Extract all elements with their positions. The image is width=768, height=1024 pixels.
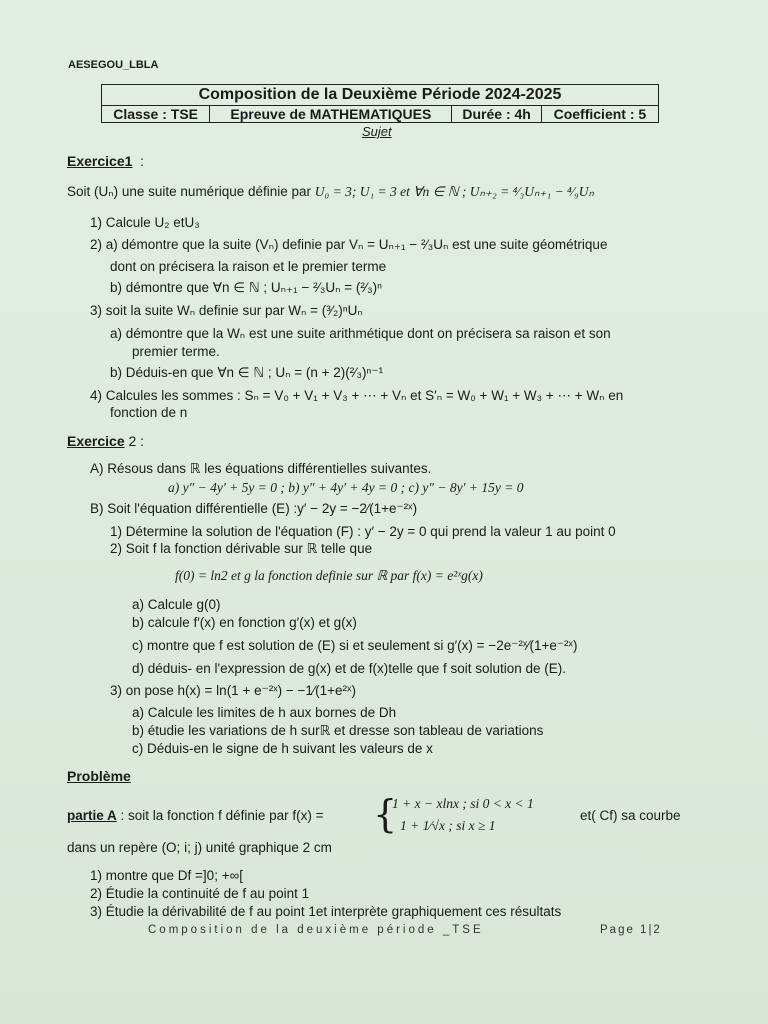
- ex1-q2a: 2) a) démontre que la suite (Vₙ) definie par Vₙ = Uₙ₊₁ − ²⁄₃Uₙ est une suite géométrique: [90, 237, 608, 252]
- partA-label: partie A: [67, 808, 117, 823]
- ex2-B2b: b) calcule f′(x) en fonction g′(x) et g(x): [132, 615, 357, 630]
- ex2-B3b: b) étudie les variations de h surℝ et dresse son tableau de variations: [132, 723, 544, 738]
- exercise2-heading: [67, 433, 144, 449]
- ex2-A-equations: a) y″ − 4y′ + 5y = 0 ; b) y″ + 4y′ + 4y = 0 ; c) y″ − 8y′ + 15y = 0: [168, 480, 524, 495]
- piecewise-case-1: 1 + x − xlnx ; si 0 < x < 1: [392, 796, 534, 811]
- ex1-q4: 4) Calcules les sommes : Sₙ = V₀ + V₁ + V₃ + ⋯ + Vₙ et S′ₙ = W₀ + W₁ + W₃ + ⋯ + Wₙ en: [90, 388, 624, 403]
- coefficient-cell: Coefficient : 5: [541, 106, 658, 123]
- ex2-B2d: d) déduis- en l'expression de g(x) et de f(x)telle que f soit solution de (E).: [132, 661, 567, 676]
- subject-label: Sujet: [362, 124, 392, 139]
- ex2-B2: 2) Soit f la fonction dérivable sur ℝ telle que: [110, 541, 373, 556]
- piecewise-brace: {: [373, 792, 398, 836]
- exercise1-colon: :: [140, 153, 144, 169]
- ex1-intro-math: U₀ = 3; U₁ = 3 et ∀n ∈ ℕ ; Uₙ₊₂ = ⁴⁄₃Uₙ₊₁ − ⁴⁄₉Uₙ: [314, 184, 594, 199]
- ex2-B1: 1) Détermine la solution de l'équation (F) : y′ − 2y = 0 qui prend la valeur 1 au point 0: [110, 524, 616, 539]
- problem-title: Problème: [67, 768, 131, 784]
- ex1-q3a: a) démontre que la Wₙ est une suite arithmétique dont on précisera sa raison et son: [110, 326, 611, 341]
- piecewise-case-2: 1 + 1⁄√x ; si x ≥ 1: [400, 818, 496, 833]
- exam-title: Composition de la Deuxième Période 2024-2025: [102, 85, 659, 106]
- exercise2-number: 2 :: [124, 433, 145, 449]
- exercise1-title: Exercice1: [67, 153, 133, 169]
- ex2-B2a: a) Calcule g(0): [132, 597, 221, 612]
- prob-q1: 1) montre que Df =]0; +∞[: [90, 868, 243, 883]
- partA-line: [67, 808, 324, 823]
- ex2-B3: 3) on pose h(x) = ln(1 + e⁻²ˣ) − −1⁄(1+e²ˣ): [110, 683, 356, 698]
- ex2-A: A) Résous dans ℝ les équations différentielles suivantes.: [90, 461, 432, 476]
- ex1-q3b: b) Déduis-en que ∀n ∈ ℕ ; Uₙ = (n + 2)(²⁄₃)ⁿ⁻¹: [110, 365, 384, 380]
- ex1-intro-text: Soit (Uₙ) une suite numérique définie par: [67, 184, 312, 199]
- repere-line: dans un repère (O; i; j) unité graphique 2 cm: [67, 840, 332, 855]
- ex1-q1: 1) Calcule U₂ etU₃: [90, 215, 200, 230]
- prob-q3: 3) Étudie la dérivabilité de f au point 1et interprète graphiquement ces résultats: [90, 904, 562, 919]
- ex2-B2-definition: f(0) = ln2 et g la fonction definie sur ℝ par f(x) = e²ˣg(x): [175, 568, 483, 583]
- ex2-B3c: c) Déduis-en le signe de h suivant les valeurs de x: [132, 741, 433, 756]
- ex2-B3a: a) Calcule les limites de h aux bornes de Dh: [132, 705, 397, 720]
- exercise2-title: Exercice: [67, 433, 125, 449]
- subject-cell: Epreuve de MATHEMATIQUES: [210, 106, 452, 123]
- footer-text: Composition de la deuxième période _TSE: [148, 924, 484, 936]
- duration-cell: Durée : 4h: [452, 106, 541, 123]
- ex2-B: B) Soit l'équation différentielle (E) :y′ − 2y = −2⁄(1+e⁻²ˣ): [90, 501, 418, 516]
- page-number: Page 1|2: [600, 924, 662, 936]
- prob-q2: 2) Étudie la continuité de f au point 1: [90, 886, 310, 901]
- school-code: AESEGOU_LBLA: [68, 59, 159, 71]
- header-table: [101, 84, 659, 123]
- ex1-intro: [67, 184, 594, 200]
- partA-after: et( Cf) sa courbe: [580, 808, 681, 823]
- ex1-q3a-cont: premier terme.: [132, 344, 220, 359]
- ex1-q2b: b) démontre que ∀n ∈ ℕ ; Uₙ₊₁ − ²⁄₃Uₙ = (²⁄₃)ⁿ: [110, 280, 382, 295]
- ex2-B2c: c) montre que f est solution de (E) si et seulement si g′(x) = −2e⁻²ˣ⁄(1+e⁻²ˣ): [132, 638, 578, 653]
- class-cell: Classe : TSE: [102, 106, 210, 123]
- partA-text: : soit la fonction f définie par f(x) =: [116, 808, 324, 823]
- ex1-q4-cont: fonction de n: [110, 405, 188, 420]
- ex1-q2a-cont: dont on précisera la raison et le premier terme: [110, 259, 387, 274]
- ex1-q3: 3) soit la suite Wₙ definie sur par Wₙ = (³⁄₂)ⁿUₙ: [90, 303, 363, 318]
